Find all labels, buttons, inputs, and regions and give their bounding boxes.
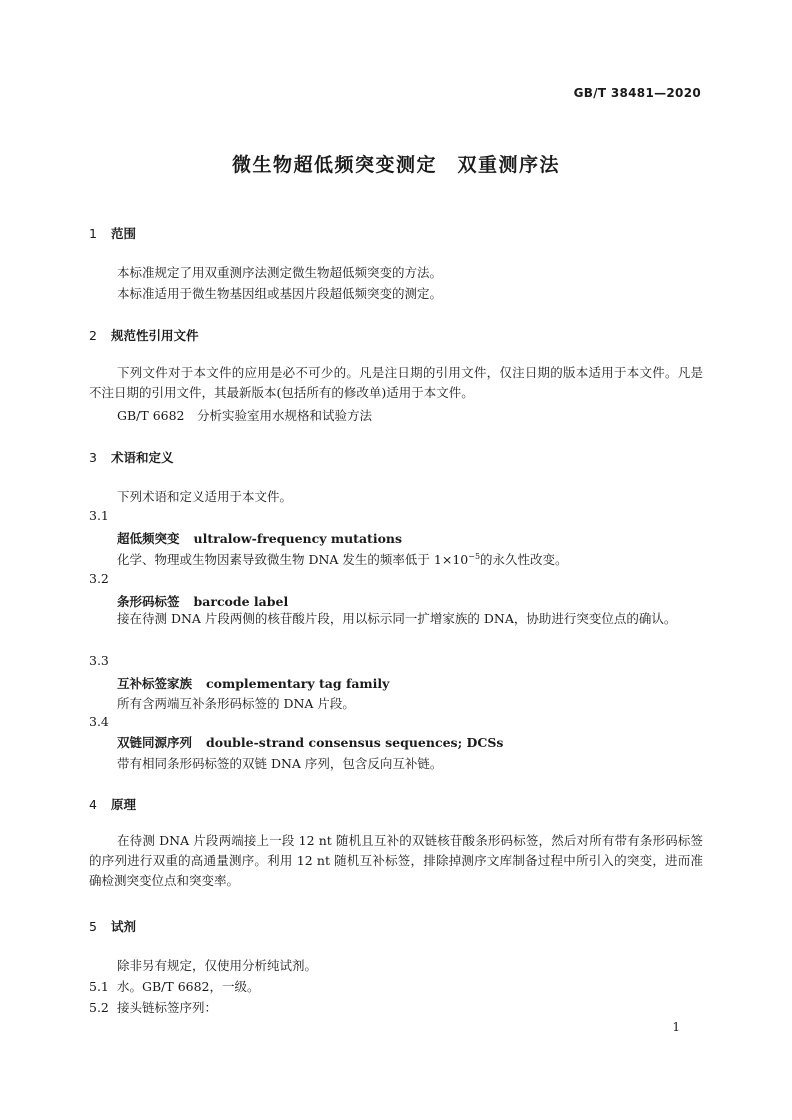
term-3-3-number: 3.3 [89, 653, 109, 668]
section-2-title: 规范性引用文件 [111, 328, 199, 343]
term-3-3-heading [117, 674, 389, 692]
section-5-item-1-text: 水。GB/T 6682，一级。 [117, 979, 260, 994]
section-3-intro: 下列术语和定义适用于本文件。 [117, 489, 293, 504]
term-3-1-english: ultralow-frequency mutations [193, 531, 403, 546]
section-5-heading [89, 917, 136, 935]
section-2-number: 2 [89, 328, 97, 343]
term-3-1-definition-text: 化学、物理或生物因素导致微生物 DNA 发生的频率低于 1×10 [117, 552, 469, 567]
term-3-1-heading [117, 529, 402, 547]
term-3-2-english: barcode label [193, 594, 289, 609]
section-3-heading [89, 448, 174, 466]
term-3-3-english: complementary tag family [206, 676, 390, 691]
term-3-2-definition: 接在待测 DNA 片段两侧的核苷酸片段，用以标示同一扩增家族的 DNA，协助进行突变位点的确认。 [117, 611, 677, 626]
standard-code: GB/T 38481—2020 [573, 86, 701, 100]
term-3-4-definition: 带有相同条形码标签的双链 DNA 序列，包含反向互补链。 [117, 756, 443, 771]
section-1-paragraph-1: 本标准规定了用双重测序法测定微生物超低频突变的方法。 [117, 265, 443, 280]
section-4-number: 4 [89, 797, 97, 812]
section-3-title: 术语和定义 [111, 450, 174, 465]
term-3-3-chinese: 互补标签家族 [117, 676, 193, 691]
section-5-title: 试剂 [111, 919, 137, 934]
section-5-item-1-number: 5.1 [89, 979, 109, 994]
section-5-item-2-number: 5.2 [89, 1000, 109, 1015]
section-1-title: 范围 [111, 226, 137, 241]
section-5-number: 5 [89, 919, 97, 934]
section-5-item-2-text: 接头链标签序列： [117, 1000, 218, 1015]
section-4-title: 原理 [111, 797, 137, 812]
term-3-1-exponent: −5 [468, 551, 481, 561]
term-3-4-heading [117, 733, 503, 751]
term-3-3-definition: 所有含两端互补条形码标签的 DNA 片段。 [117, 696, 355, 711]
section-2-paragraph-1: 下列文件对于本文件的应用是必不可少的。凡是注日期的引用文件，仅注日期的版本适用于本文件。凡是不注日期的引用文件，其最新版本(包括所有的修改单)适用于本文件。 [89, 365, 703, 400]
section-4-paragraph-1: 在待测 DNA 片段两端接上一段 12 nt 随机且互补的双链核苷酸条形码标签，然后对所有带有条形码标签的序列进行双重的高通量测序。利用 12 nt 随机互补标签，排除掉测序文库制备过程中所引入的突变，进而准确检测突变位点和突变率。 [89, 833, 703, 888]
term-3-2-number: 3.2 [89, 571, 109, 586]
document-title: 微生物超低频突变测定 双重测序法 [231, 154, 560, 176]
term-3-4-chinese: 双链同源序列 [117, 735, 193, 750]
section-1-paragraph-2: 本标准适用于微生物基因组或基因片段超低频突变的测定。 [117, 286, 443, 301]
term-3-2-chinese: 条形码标签 [117, 594, 180, 609]
section-2-heading [89, 326, 199, 344]
term-3-1-chinese: 超低频突变 [117, 531, 180, 546]
section-1-heading [89, 224, 136, 242]
term-3-4-english: double-strand consensus sequences; DCSs [206, 735, 504, 750]
section-3-number: 3 [89, 450, 97, 465]
term-3-4-number: 3.4 [89, 714, 109, 729]
term-3-2-heading [117, 592, 288, 610]
section-5-paragraph-1: 除非另有规定，仅使用分析纯试剂。 [117, 958, 318, 973]
section-5-item-1 [89, 977, 260, 995]
section-5-item-2 [89, 998, 217, 1016]
term-3-1-definition-end: 的永久性改变。 [480, 552, 568, 567]
term-3-1-definition [117, 550, 568, 568]
page-number: 1 [672, 1020, 680, 1034]
section-2-normative-reference: GB/T 6682 分析实验室用水规格和试验方法 [117, 408, 373, 423]
term-3-1-number: 3.1 [89, 508, 109, 523]
section-1-number: 1 [89, 226, 97, 241]
section-4-heading [89, 795, 136, 813]
